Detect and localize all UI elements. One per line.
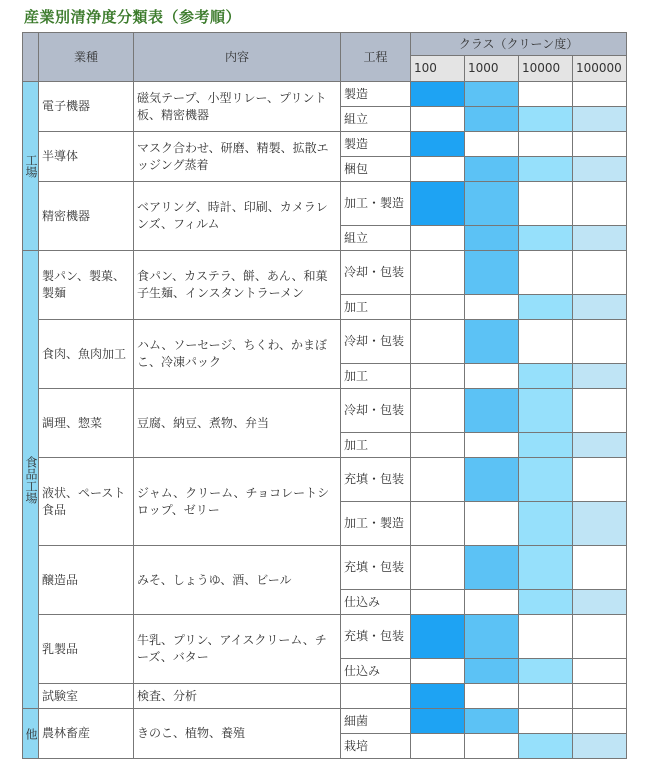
class-cell-100 bbox=[411, 709, 465, 734]
class-cell-100 bbox=[411, 226, 465, 251]
class-cell-100 bbox=[411, 684, 465, 709]
process-cell: 充填・包装 bbox=[341, 458, 411, 502]
category-label: 食品工場 bbox=[24, 455, 38, 504]
content-cell: ハム、ソーセージ、ちくわ、かまぼこ、冷凍パック bbox=[134, 320, 341, 389]
process-cell: 加工・製造 bbox=[341, 182, 411, 226]
class-cell-100 bbox=[411, 615, 465, 659]
class-cell-1000 bbox=[465, 157, 519, 182]
process-cell: 梱包 bbox=[341, 157, 411, 182]
header-class-10000: 10000 bbox=[519, 56, 573, 82]
class-cell-10000 bbox=[519, 734, 573, 759]
class-cell-10000 bbox=[519, 684, 573, 709]
class-cell-100 bbox=[411, 364, 465, 389]
class-cell-1000 bbox=[465, 684, 519, 709]
table-row bbox=[23, 182, 627, 226]
class-cell-100000 bbox=[573, 546, 627, 590]
class-cell-100000 bbox=[573, 364, 627, 389]
content-cell: 食パン、カステラ、餅、あん、和菓子生麺、インスタントラーメン bbox=[134, 251, 341, 320]
class-cell-100000 bbox=[573, 433, 627, 458]
class-cell-100000 bbox=[573, 615, 627, 659]
class-cell-100 bbox=[411, 734, 465, 759]
class-cell-100 bbox=[411, 157, 465, 182]
class-cell-1000 bbox=[465, 226, 519, 251]
class-cell-100000 bbox=[573, 502, 627, 546]
header-class-1000: 1000 bbox=[465, 56, 519, 82]
table-row bbox=[23, 546, 627, 590]
class-cell-1000 bbox=[465, 389, 519, 433]
header-class-group: クラス（クリーン度） bbox=[411, 33, 627, 56]
class-cell-100 bbox=[411, 320, 465, 364]
class-cell-100000 bbox=[573, 590, 627, 615]
class-cell-10000 bbox=[519, 364, 573, 389]
class-cell-1000 bbox=[465, 182, 519, 226]
table-row bbox=[23, 709, 627, 734]
process-cell: 加工 bbox=[341, 364, 411, 389]
industry-cell: 乳製品 bbox=[39, 615, 134, 684]
class-cell-100000 bbox=[573, 182, 627, 226]
header-industry: 業種 bbox=[39, 33, 134, 82]
industry-cell: 精密機器 bbox=[39, 182, 134, 251]
class-cell-100 bbox=[411, 433, 465, 458]
process-cell: 充填・包装 bbox=[341, 615, 411, 659]
header-class-100: 100 bbox=[411, 56, 465, 82]
class-cell-100000 bbox=[573, 107, 627, 132]
class-cell-1000 bbox=[465, 709, 519, 734]
class-cell-10000 bbox=[519, 226, 573, 251]
class-cell-10000 bbox=[519, 389, 573, 433]
class-cell-100000 bbox=[573, 659, 627, 684]
header-class-100000: 100000 bbox=[573, 56, 627, 82]
process-cell: 製造 bbox=[341, 82, 411, 107]
class-cell-100 bbox=[411, 132, 465, 157]
class-cell-100 bbox=[411, 295, 465, 320]
table-row bbox=[23, 251, 627, 295]
content-cell: 磁気テープ、小型リレー、プリント板、精密機器 bbox=[134, 82, 341, 132]
page-title: 産業別清浄度分類表（参考順） bbox=[24, 8, 242, 26]
cleanliness-table bbox=[22, 32, 627, 759]
class-cell-1000 bbox=[465, 546, 519, 590]
class-cell-1000 bbox=[465, 590, 519, 615]
category-cell bbox=[23, 709, 39, 759]
class-cell-10000 bbox=[519, 82, 573, 107]
class-cell-1000 bbox=[465, 502, 519, 546]
process-cell: 加工 bbox=[341, 295, 411, 320]
process-cell: 組立 bbox=[341, 226, 411, 251]
class-cell-10000 bbox=[519, 320, 573, 364]
content-cell: ジャム、クリーム、チョコレートシロップ、ゼリー bbox=[134, 458, 341, 546]
class-cell-100000 bbox=[573, 389, 627, 433]
class-cell-1000 bbox=[465, 107, 519, 132]
industry-cell: 試験室 bbox=[39, 684, 134, 709]
class-cell-1000 bbox=[465, 433, 519, 458]
class-cell-1000 bbox=[465, 251, 519, 295]
industry-cell: 調理、惣菜 bbox=[39, 389, 134, 458]
class-cell-100000 bbox=[573, 458, 627, 502]
content-cell: みそ、しょうゆ、酒、ビール bbox=[134, 546, 341, 615]
class-cell-100000 bbox=[573, 734, 627, 759]
class-cell-100000 bbox=[573, 157, 627, 182]
content-cell: マスク合わせ、研磨、精製、拡散エッジング蒸着 bbox=[134, 132, 341, 182]
class-cell-10000 bbox=[519, 295, 573, 320]
industry-cell: 醸造品 bbox=[39, 546, 134, 615]
process-cell: 加工 bbox=[341, 433, 411, 458]
process-cell: 栽培 bbox=[341, 734, 411, 759]
category-cell bbox=[23, 251, 39, 709]
table-row bbox=[23, 684, 627, 709]
content-cell: きのこ、植物、養殖 bbox=[134, 709, 341, 759]
industry-cell: 半導体 bbox=[39, 132, 134, 182]
class-cell-10000 bbox=[519, 182, 573, 226]
category-cell bbox=[23, 82, 39, 251]
industry-cell: 食肉、魚肉加工 bbox=[39, 320, 134, 389]
class-cell-1000 bbox=[465, 615, 519, 659]
class-cell-1000 bbox=[465, 659, 519, 684]
content-cell: ベアリング、時計、印刷、カメラレンズ、フィルム bbox=[134, 182, 341, 251]
class-cell-1000 bbox=[465, 82, 519, 107]
class-cell-10000 bbox=[519, 502, 573, 546]
class-cell-10000 bbox=[519, 458, 573, 502]
table-row bbox=[23, 132, 627, 157]
class-cell-1000 bbox=[465, 320, 519, 364]
class-cell-100000 bbox=[573, 320, 627, 364]
class-cell-1000 bbox=[465, 295, 519, 320]
content-cell: 牛乳、プリン、アイスクリーム、チーズ、バター bbox=[134, 615, 341, 684]
class-cell-100 bbox=[411, 659, 465, 684]
class-cell-10000 bbox=[519, 709, 573, 734]
process-cell: 冷却・包装 bbox=[341, 320, 411, 364]
class-cell-100000 bbox=[573, 82, 627, 107]
class-cell-10000 bbox=[519, 433, 573, 458]
content-cell: 検査、分析 bbox=[134, 684, 341, 709]
class-cell-10000 bbox=[519, 615, 573, 659]
class-cell-100000 bbox=[573, 226, 627, 251]
table-row bbox=[23, 389, 627, 433]
industry-cell: 液状、ペースト食品 bbox=[39, 458, 134, 546]
class-cell-10000 bbox=[519, 107, 573, 132]
class-cell-10000 bbox=[519, 590, 573, 615]
process-cell bbox=[341, 684, 411, 709]
table-row bbox=[23, 320, 627, 364]
class-cell-10000 bbox=[519, 251, 573, 295]
class-cell-100000 bbox=[573, 251, 627, 295]
class-cell-100 bbox=[411, 458, 465, 502]
industry-cell: 製パン、製菓、製麺 bbox=[39, 251, 134, 320]
class-cell-1000 bbox=[465, 458, 519, 502]
process-cell: 細菌 bbox=[341, 709, 411, 734]
class-cell-100 bbox=[411, 590, 465, 615]
industry-cell: 電子機器 bbox=[39, 82, 134, 132]
industry-cell: 農林畜産 bbox=[39, 709, 134, 759]
class-cell-1000 bbox=[465, 364, 519, 389]
category-label: 他 bbox=[24, 727, 38, 740]
header-blank bbox=[23, 33, 39, 82]
header-process: 工程 bbox=[341, 33, 411, 82]
class-cell-100000 bbox=[573, 709, 627, 734]
class-cell-100 bbox=[411, 502, 465, 546]
class-cell-10000 bbox=[519, 157, 573, 182]
class-cell-1000 bbox=[465, 132, 519, 157]
process-cell: 仕込み bbox=[341, 659, 411, 684]
class-cell-100 bbox=[411, 389, 465, 433]
class-cell-100 bbox=[411, 546, 465, 590]
class-cell-100000 bbox=[573, 684, 627, 709]
class-cell-10000 bbox=[519, 132, 573, 157]
table-row bbox=[23, 458, 627, 502]
class-cell-10000 bbox=[519, 659, 573, 684]
process-cell: 加工・製造 bbox=[341, 502, 411, 546]
class-cell-100 bbox=[411, 82, 465, 107]
content-cell: 豆腐、納豆、煮物、弁当 bbox=[134, 389, 341, 458]
class-cell-100000 bbox=[573, 295, 627, 320]
process-cell: 冷却・包装 bbox=[341, 251, 411, 295]
class-cell-100 bbox=[411, 182, 465, 226]
process-cell: 組立 bbox=[341, 107, 411, 132]
header-content: 内容 bbox=[134, 33, 341, 82]
process-cell: 充填・包装 bbox=[341, 546, 411, 590]
process-cell: 仕込み bbox=[341, 590, 411, 615]
process-cell: 冷却・包装 bbox=[341, 389, 411, 433]
category-label: 工場 bbox=[24, 154, 38, 178]
class-cell-10000 bbox=[519, 546, 573, 590]
table-row bbox=[23, 615, 627, 659]
table-row bbox=[23, 82, 627, 107]
class-cell-1000 bbox=[465, 734, 519, 759]
class-cell-100000 bbox=[573, 132, 627, 157]
process-cell: 製造 bbox=[341, 132, 411, 157]
class-cell-100 bbox=[411, 251, 465, 295]
class-cell-100 bbox=[411, 107, 465, 132]
